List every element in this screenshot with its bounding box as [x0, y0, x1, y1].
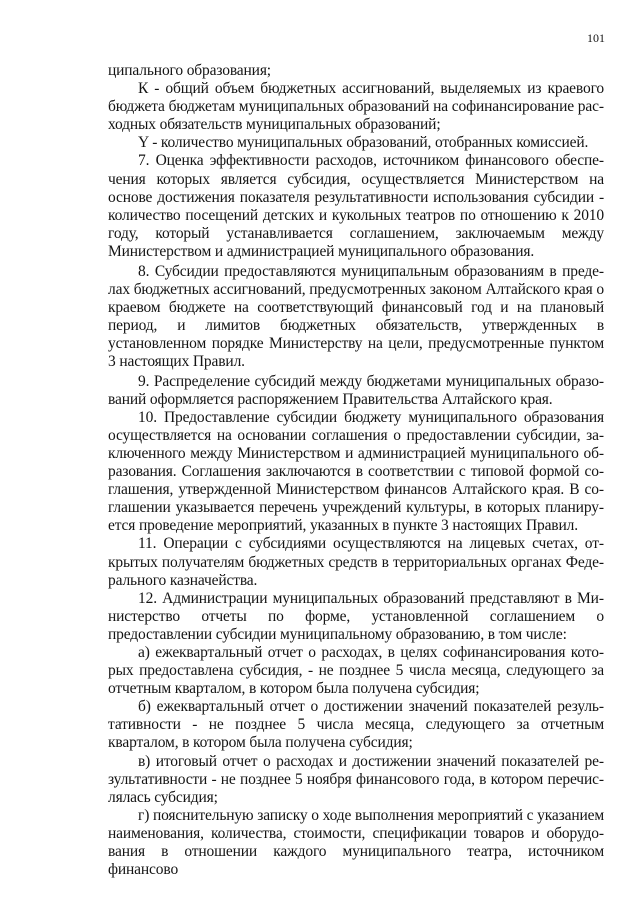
paragraph-9: 9. Распределение субсидий между бюджетами муниципальных образований оформляется распоряжением Правительства Алтайского края. — [108, 372, 604, 408]
paragraph-12-b: б) ежеквартальный отчет о достижении значений показателей результативности - не позднее 5 числа месяца, следующего за отчетным кварталом, в котором была получена субсидия; — [108, 698, 604, 752]
paragraph-k-definition: К - общий объем бюджетных ассигнований, выделяемых из краевого бюджета бюджетам муниципальных образований на софинансирование расходных обязательств муниципальных образований; — [108, 80, 604, 134]
paragraph-10: 10. Предоставление субсидии бюджету муниципального образования осуществляется на основании соглашения о предоставлении субсидии, заключенного между Министерством и администрацией муниципального образования. Соглашения заключаются в соответствии с типовой формой соглашения, утвержденной Министерством финансов Алтайского края. В соглашении указывается перечень учреждений культуры, в которых планируется проведение мероприятий, указанных в пункте 3 настоящих Правил. — [108, 408, 604, 535]
paragraph-continuation: ципального образования; — [108, 62, 271, 79]
paragraph-12-d: г) пояснительную записку о ходе выполнения мероприятий с указанием наименования, количества, стоимости, спецификации товаров и оборудования в отношении каждого муниципального театра, источником финансово — [108, 806, 604, 879]
paragraph-12-c: в) итоговый отчет о расходах и достижении значений показателей результативности - не позднее 5 ноября финансового года, в котором перечислялась субсидия; — [108, 752, 604, 806]
paragraph-y-definition: Y - количество муниципальных образований, отобранных комиссией. — [138, 134, 589, 152]
paragraph-11: 11. Операции с субсидиями осуществляются на лицевых счетах, открытых получателям бюджетных средств в территориальных органах Федерального казначейства. — [108, 535, 604, 589]
document-body — [108, 62, 604, 879]
paragraph-12: 12. Администрации муниципальных образований представляют в Министерство отчеты по форме, установленной соглашением о предоставлении субсидии муниципальному образованию, в том числе: — [108, 589, 604, 643]
paragraph-7: 7. Оценка эффективности расходов, источником финансового обеспечения которых является субсидия, осуществляется Министерством на основе достижения показателя результативности использования субсидии - количество посещений детских и кукольных театров по отношению к 2010 году, который устанавливается соглашением, заключаемым между Министерством и администрацией муниципального образования. — [108, 152, 604, 260]
paragraph-8: 8. Субсидии предоставляются муниципальным образованиям в пределах бюджетных ассигнований, предусмотренных законом Алтайского края о краевом бюджете на соответствующий финансовый год и на плановый период, и лимитов бюджетных обязательств, утвержденных в установленном порядке Министерству на цели, предусмотренные пунктом 3 настоящих Правил. — [108, 262, 604, 370]
paragraph-12-a: а) ежеквартальный отчет о расходах, в целях софинансирования которых предоставлена субсидия, - не позднее 5 числа месяца, следующего за отчетным кварталом, в котором была получена субсидия; — [108, 644, 604, 698]
page-number: 101 — [587, 31, 605, 45]
